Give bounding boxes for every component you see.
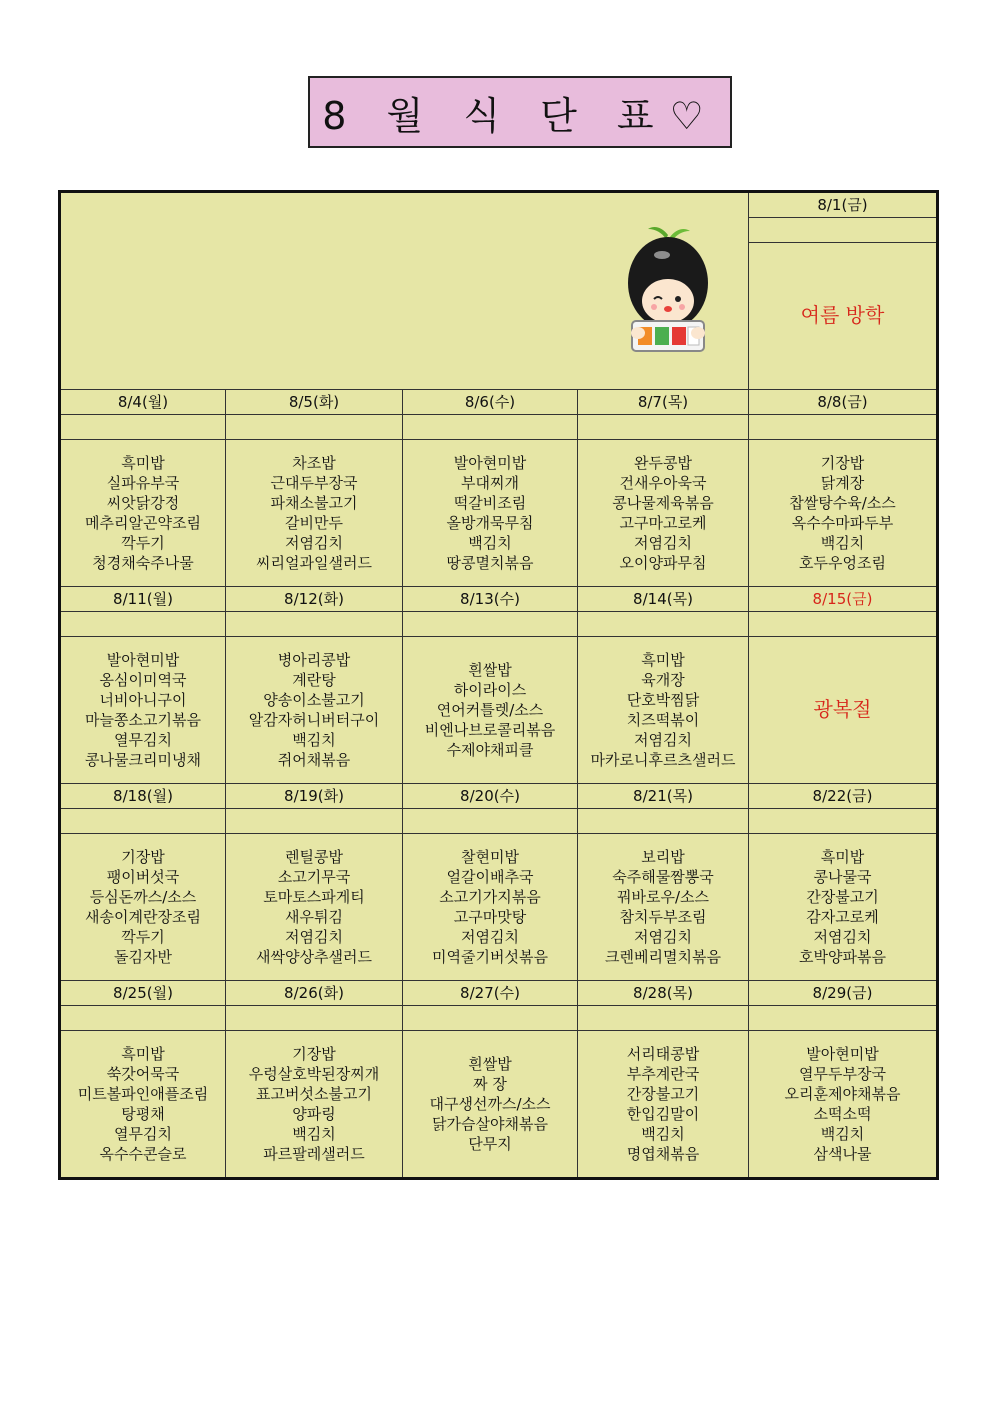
day-date: 8/15(금)	[749, 587, 938, 612]
meal-item: 찰현미밥	[461, 848, 519, 866]
meal-item: 메추리알곤약조림	[85, 514, 201, 532]
meal-item: 흰쌀밥	[468, 1055, 512, 1073]
day-date: 8/27(수)	[403, 981, 578, 1006]
meal-item: 닭계장	[820, 474, 865, 492]
day-date: 8/20(수)	[403, 784, 578, 809]
meal-item: 열무두부장국	[799, 1065, 886, 1083]
meal-item: 깍두기	[121, 534, 165, 552]
day-meals	[60, 637, 226, 784]
meal-item: 흑미밥	[121, 454, 165, 472]
meal-item: 백김치	[820, 534, 865, 552]
meal-item: 새싹양상추샐러드	[256, 948, 372, 966]
meal-item: 고구마고로케	[619, 514, 707, 532]
day-date: 8/14(목)	[578, 587, 749, 612]
meal-item: 옹심이미역국	[99, 671, 187, 689]
meal-item: 서리태콩밥	[626, 1045, 700, 1063]
day-meals	[749, 637, 938, 784]
banner-cell	[60, 192, 749, 390]
meal-item: 떡갈비조림	[453, 494, 527, 512]
meal-item: 우렁살호박된장찌개	[248, 1065, 380, 1083]
day-date: 8/25(월)	[60, 981, 226, 1006]
meal-item: 백김치	[641, 1125, 685, 1143]
title-box	[308, 76, 732, 148]
day-date: 8/12(화)	[226, 587, 403, 612]
day-date: 8/1(금)	[749, 192, 938, 218]
day-meals	[749, 243, 938, 390]
meal-item: 저염김치	[461, 928, 519, 946]
meal-item: 저염김치	[634, 731, 692, 749]
meal-item: 백김치	[820, 1125, 865, 1143]
day-date: 8/29(금)	[749, 981, 938, 1006]
meal-item: 깍두기	[121, 928, 165, 946]
meal-item: 소고기무국	[277, 868, 351, 886]
meal-item: 콩나물국	[813, 868, 872, 886]
day-meals	[578, 637, 749, 784]
meal-item: 감자고로케	[806, 908, 879, 926]
meal-item: 열무김치	[114, 731, 172, 749]
day-gap	[403, 415, 578, 440]
meal-item: 양파링	[292, 1105, 336, 1123]
day-meals	[60, 1031, 226, 1179]
day-date: 8/5(화)	[226, 390, 403, 415]
meal-item: 씨앗닭강정	[106, 494, 180, 512]
vacation-label: 여름 방학	[800, 303, 885, 327]
day-date: 8/26(화)	[226, 981, 403, 1006]
day-date: 8/18(월)	[60, 784, 226, 809]
meal-item: 기장밥	[820, 454, 865, 472]
meal-item: 보리밥	[641, 848, 685, 866]
meal-item: 한입김말이	[626, 1105, 700, 1123]
meal-item: 발아현미밥	[106, 651, 180, 669]
meal-item: 단호박찜닭	[626, 691, 700, 709]
meal-item: 닭가슴살야채볶음	[432, 1115, 548, 1133]
day-date: 8/19(화)	[226, 784, 403, 809]
meal-item: 꿔바로우/소스	[617, 888, 709, 906]
day-meals	[403, 834, 578, 981]
meal-item: 콩나물크리미냉채	[85, 751, 201, 769]
meal-item: 저염김치	[634, 534, 692, 552]
day-meals	[578, 1031, 749, 1179]
meal-item: 파채소불고기	[270, 494, 358, 512]
day-gap	[578, 612, 749, 637]
meal-item: 소고기가지볶음	[439, 888, 541, 906]
meal-item: 발아현미밥	[453, 454, 527, 472]
day-date: 8/6(수)	[403, 390, 578, 415]
meal-item: 저염김치	[285, 928, 343, 946]
meal-item: 렌틸콩밥	[285, 848, 343, 866]
meal-item: 육개장	[641, 671, 685, 689]
day-gap	[578, 809, 749, 834]
meal-item: 탕평채	[121, 1105, 165, 1123]
day-gap	[578, 415, 749, 440]
meal-item: 호박양파볶음	[799, 948, 886, 966]
day-gap	[60, 809, 226, 834]
meal-item: 옥수수콘슬로	[99, 1145, 187, 1163]
holiday-label: 광복절	[813, 697, 872, 721]
meal-item: 고구마맛탕	[453, 908, 527, 926]
heart-icon: ♡	[669, 93, 718, 138]
meal-item: 양송이소불고기	[263, 691, 365, 709]
page-title	[322, 85, 717, 140]
day-meals	[578, 440, 749, 587]
meal-calendar	[58, 190, 939, 1180]
meal-item: 차조밥	[292, 454, 336, 472]
meal-item: 간장불고기	[626, 1085, 700, 1103]
meal-item: 너비아니구이	[99, 691, 187, 709]
day-gap	[749, 218, 938, 243]
meal-item: 미트볼파인애플조림	[77, 1085, 209, 1103]
meal-item: 갈비만두	[285, 514, 343, 532]
meal-item: 참치두부조림	[619, 908, 707, 926]
meal-item: 완두콩밥	[634, 454, 692, 472]
day-meals	[578, 834, 749, 981]
meal-item: 부대찌개	[461, 474, 519, 492]
day-gap	[578, 1006, 749, 1031]
day-meals	[60, 834, 226, 981]
meal-item: 치즈떡볶이	[626, 711, 700, 729]
meal-item: 등심돈까스/소스	[89, 888, 197, 906]
meal-item: 비엔나브로콜리볶음	[424, 721, 556, 739]
meal-item: 마카로니후르츠샐러드	[590, 751, 736, 769]
day-meals	[403, 440, 578, 587]
meal-item: 새우튀김	[285, 908, 343, 926]
day-gap	[403, 1006, 578, 1031]
meal-item: 팽이버섯국	[106, 868, 180, 886]
day-meals	[226, 834, 403, 981]
meal-item: 백김치	[292, 731, 336, 749]
meal-item: 미역줄기버섯볶음	[432, 948, 548, 966]
meal-item: 씨리얼과일샐러드	[256, 554, 372, 572]
meal-item: 청경채숙주나물	[92, 554, 194, 572]
meal-item: 올방개묵무침	[446, 514, 534, 532]
meal-item: 실파유부국	[106, 474, 180, 492]
day-gap	[749, 1006, 938, 1031]
day-gap	[60, 415, 226, 440]
day-meals	[226, 1031, 403, 1179]
meal-item: 기장밥	[292, 1045, 336, 1063]
meal-item: 흰쌀밥	[468, 661, 512, 679]
meal-item: 수제야채피클	[446, 741, 534, 759]
day-gap	[403, 809, 578, 834]
meal-item: 돌김자반	[114, 948, 172, 966]
meal-item: 단무지	[468, 1135, 512, 1153]
meal-item: 명엽채볶음	[626, 1145, 700, 1163]
day-meals	[749, 834, 938, 981]
day-date: 8/21(목)	[578, 784, 749, 809]
meal-item: 흑미밥	[641, 651, 685, 669]
day-date: 8/22(금)	[749, 784, 938, 809]
day-meals	[749, 1031, 938, 1179]
meal-item: 쥐어채볶음	[277, 751, 351, 769]
meal-item: 간장불고기	[806, 888, 879, 906]
day-meals	[60, 440, 226, 587]
meal-item: 오리훈제야채볶음	[784, 1085, 901, 1103]
meal-item: 크렌베리멸치볶음	[605, 948, 721, 966]
meal-item: 저염김치	[634, 928, 692, 946]
meal-item: 근대두부장국	[270, 474, 358, 492]
day-date: 8/13(수)	[403, 587, 578, 612]
meal-item: 기장밥	[121, 848, 165, 866]
meal-item: 파르팔레샐러드	[263, 1145, 365, 1163]
meal-item: 연어커틀렛/소스	[436, 701, 544, 719]
meal-item: 삼색나물	[813, 1145, 872, 1163]
meal-item: 하이라이스	[453, 681, 527, 699]
black-bean-mascot-icon	[618, 221, 718, 361]
meal-item: 계란탕	[292, 671, 336, 689]
day-gap	[226, 809, 403, 834]
day-gap	[403, 612, 578, 637]
day-gap	[226, 1006, 403, 1031]
day-gap	[226, 612, 403, 637]
meal-item: 토마토스파게티	[263, 888, 365, 906]
meal-item: 찹쌀탕수육/소스	[789, 494, 896, 512]
meal-item: 소떡소떡	[813, 1105, 872, 1123]
meal-item: 흑미밥	[820, 848, 865, 866]
day-gap	[749, 809, 938, 834]
meal-item: 표고버섯소불고기	[256, 1085, 372, 1103]
meal-item: 옥수수마파두부	[791, 514, 894, 532]
day-gap	[60, 612, 226, 637]
meal-item: 백김치	[292, 1125, 336, 1143]
meal-item: 병아리콩밥	[277, 651, 351, 669]
day-gap	[60, 1006, 226, 1031]
meal-item: 발아현미밥	[806, 1045, 879, 1063]
meal-item: 부추계란국	[626, 1065, 700, 1083]
day-date: 8/8(금)	[749, 390, 938, 415]
day-meals	[403, 637, 578, 784]
day-gap	[749, 612, 938, 637]
meal-item: 쑥갓어묵국	[106, 1065, 180, 1083]
meal-item: 저염김치	[813, 928, 872, 946]
meal-item: 새송이계란장조림	[85, 908, 201, 926]
day-date: 8/11(월)	[60, 587, 226, 612]
day-meals	[226, 440, 403, 587]
meal-item: 얼갈이배추국	[446, 868, 534, 886]
day-gap	[749, 415, 938, 440]
meal-item: 땅콩멸치볶음	[446, 554, 534, 572]
meal-item: 대구생선까스/소스	[429, 1095, 551, 1113]
meal-item: 숙주해물짬뽕국	[612, 868, 714, 886]
meal-item: 저염김치	[285, 534, 343, 552]
meal-item: 마늘쫑소고기볶음	[85, 711, 201, 729]
day-date: 8/4(월)	[60, 390, 226, 415]
meal-item: 호두우엉조림	[799, 554, 886, 572]
day-date: 8/28(목)	[578, 981, 749, 1006]
day-meals	[749, 440, 938, 587]
meal-item: 짜 장	[473, 1075, 507, 1093]
day-meals	[226, 637, 403, 784]
day-date: 8/7(목)	[578, 390, 749, 415]
meal-item: 알감자허니버터구이	[248, 711, 380, 729]
meal-item: 건새우아욱국	[619, 474, 707, 492]
meal-item: 열무김치	[114, 1125, 172, 1143]
day-meals	[403, 1031, 578, 1179]
meal-item: 오이양파무침	[619, 554, 707, 572]
meal-item: 콩나물제육볶음	[612, 494, 714, 512]
meal-item: 백김치	[468, 534, 512, 552]
meal-item: 흑미밥	[121, 1045, 165, 1063]
title-text: 8 월 식 단 표	[322, 93, 668, 138]
day-gap	[226, 415, 403, 440]
